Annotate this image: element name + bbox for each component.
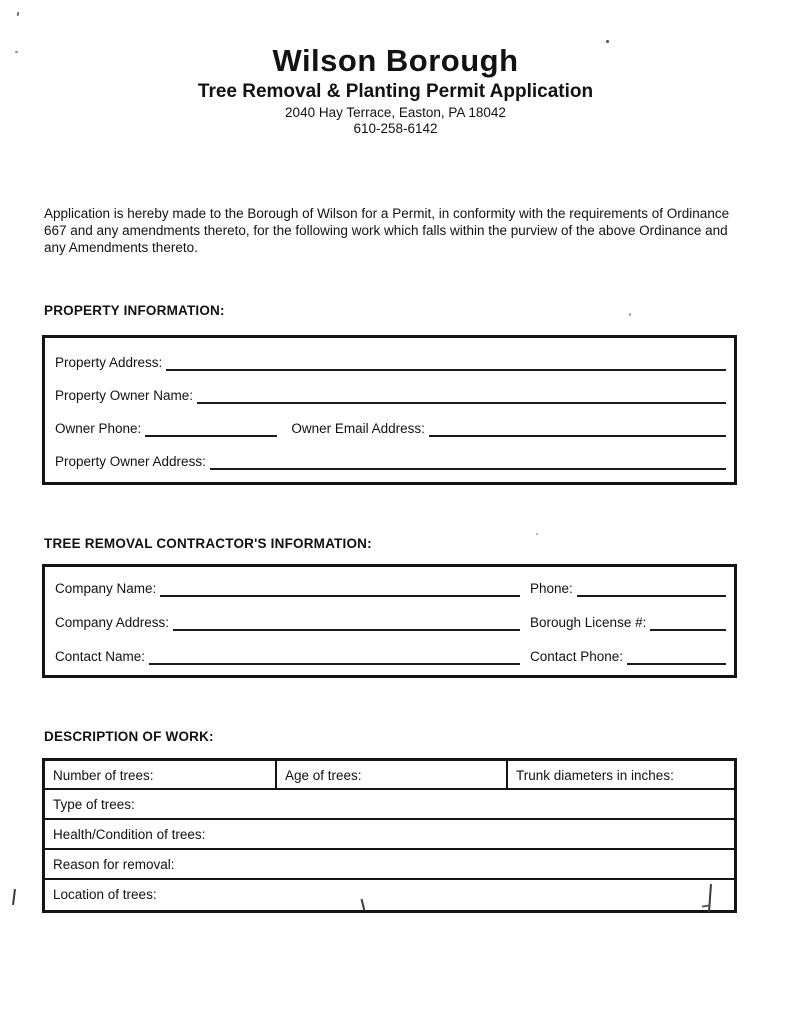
number-of-trees-label: Number of trees:: [53, 768, 154, 783]
property-information-heading: PROPERTY INFORMATION:: [44, 303, 225, 318]
company-address-label: Company Address:: [55, 615, 170, 630]
table-row: [45, 761, 734, 788]
phone-input[interactable]: [577, 591, 726, 597]
health-condition-cell[interactable]: [45, 820, 734, 848]
contact-phone-field-group: [530, 649, 726, 665]
company-name-label: Company Name:: [55, 581, 157, 596]
owner-email-address-label: Owner Email Address:: [291, 421, 425, 436]
type-of-trees-label: Type of trees:: [53, 797, 135, 812]
property-owner-name-input[interactable]: [197, 398, 726, 404]
borough-phone: 610-258-6142: [353, 121, 438, 136]
property-owner-name-label: Property Owner Name:: [55, 388, 194, 403]
scan-artifact: [12, 889, 16, 905]
type-of-trees-cell[interactable]: [45, 790, 734, 818]
scan-artifact: [17, 12, 20, 16]
scan-artifact: [536, 533, 538, 535]
borough-address: 2040 Hay Terrace, Easton, PA 18042: [285, 105, 506, 120]
property-owner-name-row: [55, 377, 726, 410]
phone-field-group: [530, 581, 726, 597]
owner-phone-input[interactable]: [145, 431, 277, 437]
document-title: Wilson Borough: [272, 43, 519, 78]
document-header: [0, 44, 791, 137]
borough-license-label: Borough License #:: [530, 615, 647, 630]
property-address-input[interactable]: [166, 365, 726, 371]
location-of-trees-cell[interactable]: [45, 880, 734, 910]
property-information-box: [42, 335, 737, 485]
contact-phone-label: Contact Phone:: [530, 649, 624, 664]
trunk-diameters-cell[interactable]: [506, 761, 734, 788]
scan-artifact: [629, 313, 631, 316]
company-name-input[interactable]: [160, 591, 520, 597]
table-row: [45, 788, 734, 818]
property-address-row: [55, 344, 726, 377]
reason-for-removal-label: Reason for removal:: [53, 857, 175, 872]
contact-phone-input[interactable]: [627, 659, 726, 665]
company-name-phone-row: [55, 571, 726, 605]
description-of-work-heading: DESCRIPTION OF WORK:: [44, 729, 214, 744]
phone-label: Phone:: [530, 581, 573, 596]
borough-license-input[interactable]: [650, 625, 726, 631]
contractor-information-heading: TREE REMOVAL CONTRACTOR'S INFORMATION:: [44, 536, 372, 551]
property-owner-address-input[interactable]: [210, 464, 726, 470]
trunk-diameters-label: Trunk diameters in inches:: [516, 768, 674, 783]
age-of-trees-cell[interactable]: [275, 761, 506, 788]
contact-name-phone-row: [55, 639, 726, 673]
table-row: [45, 848, 734, 878]
table-row: [45, 818, 734, 848]
location-of-trees-label: Location of trees:: [53, 887, 157, 902]
application-intro-paragraph: Application is hereby made to the Borough of Wilson for a Permit, in conformity with the requirements of Ordinance 667 and any amendments thereto, for the following work which falls within the purview of the above Ordinance and any Amendments thereto.: [44, 206, 730, 255]
number-of-trees-cell[interactable]: [45, 761, 275, 788]
property-address-label: Property Address:: [55, 355, 163, 370]
table-row: [45, 878, 734, 910]
description-of-work-table: [42, 758, 737, 913]
property-owner-address-label: Property Owner Address:: [55, 454, 206, 469]
health-condition-label: Health/Condition of trees:: [53, 827, 206, 842]
document-subtitle: Tree Removal & Planting Permit Application: [197, 81, 594, 102]
owner-phone-email-row: [55, 410, 726, 443]
company-address-input[interactable]: [173, 625, 520, 631]
scan-artifact: [606, 40, 609, 43]
owner-phone-label: Owner Phone:: [55, 421, 142, 436]
contractor-information-box: [42, 564, 737, 678]
company-address-license-row: [55, 605, 726, 639]
borough-license-field-group: [530, 615, 726, 631]
age-of-trees-label: Age of trees:: [285, 768, 362, 783]
scan-artifact: [15, 51, 18, 53]
property-owner-address-row: [55, 443, 726, 476]
contact-name-input[interactable]: [149, 659, 520, 665]
reason-for-removal-cell[interactable]: [45, 850, 734, 878]
contact-name-label: Contact Name:: [55, 649, 146, 664]
owner-email-address-input[interactable]: [429, 431, 726, 437]
